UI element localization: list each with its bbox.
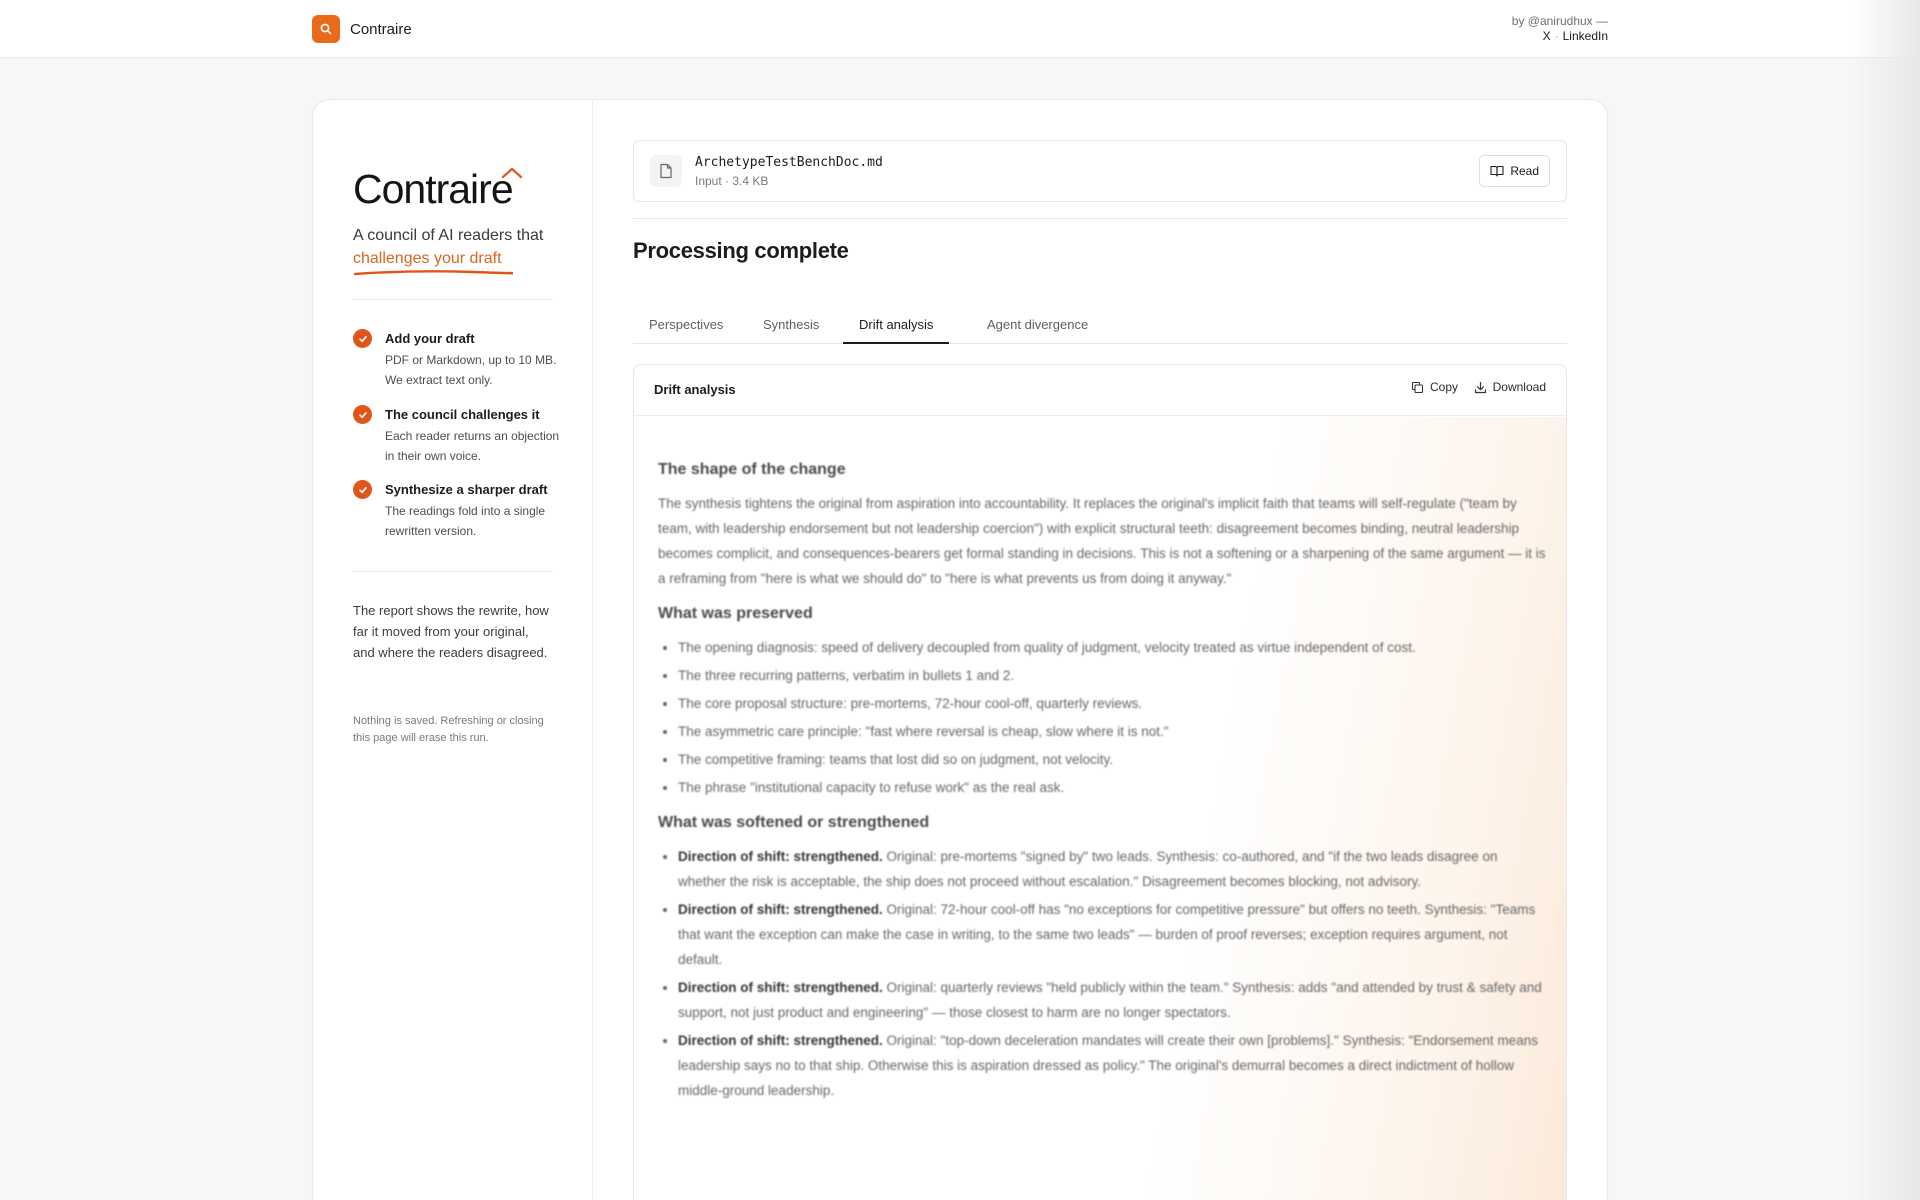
section-heading: What was softened or strengthened	[658, 814, 930, 831]
edge-fade	[1850, 0, 1920, 1200]
brand[interactable]	[312, 15, 412, 43]
caret-icon	[501, 166, 523, 180]
copy-icon	[1411, 381, 1424, 394]
step-desc: Each reader returns an objection in their own voice.	[385, 429, 560, 463]
shift-lead: Direction of shift: strengthened.	[678, 980, 883, 995]
shift-text: Original: quarterly reviews "held publicly within the team." Synthesis: adds "and attended by trust & safety and support, not just product and engineering" — those closest to harm are no longer spectators.	[678, 980, 1542, 1020]
check-icon	[353, 480, 372, 499]
file-meta: Input · 3.4 KB	[695, 174, 769, 188]
list-item: • The asymmetric care principle: "fast where reversal is cheap, slow where it is not."	[678, 719, 1546, 744]
report-note: The report shows the rewrite, how far it moved from your original, and where the readers disagreed.	[353, 603, 549, 660]
check-icon	[353, 329, 372, 348]
list-item: • The competitive framing: teams that lost did so on judgment, not velocity.	[678, 747, 1546, 772]
tagline-plain: A council of AI readers that	[353, 227, 544, 244]
logo	[353, 166, 513, 213]
panel-title: Drift analysis	[654, 382, 736, 397]
shift-text: Original: 72-hour cool-off has "no exceptions for competitive pressure" but offers no teeth. Synthesis: "Teams that want the exception can make the case in writing, to the same two leads" — burden of proof reverses; exception requires argument, not default.	[678, 902, 1536, 967]
top-bar	[0, 0, 1920, 58]
section-heading: The shape of the change	[658, 461, 846, 478]
list-item	[678, 844, 1546, 894]
list-item: • The opening diagnosis: speed of delivery decoupled from quality of judgment, velocity treated as virtue independent of cost.	[678, 635, 1546, 660]
x-link[interactable]: X	[1542, 29, 1551, 43]
logo-text: Contraire	[353, 166, 513, 212]
linkedin-link[interactable]: LinkedIn	[1562, 29, 1608, 43]
tagline	[353, 224, 563, 270]
link-separator: ·	[1554, 29, 1559, 43]
step-title: The council challenges it	[385, 407, 540, 422]
byline-author: by @anirudhux —	[1511, 14, 1608, 28]
step-add-draft	[353, 329, 563, 390]
download-label: Download	[1492, 380, 1546, 394]
copy-button[interactable]	[1411, 380, 1458, 394]
shift-lead: Direction of shift: strengthened.	[678, 902, 883, 917]
shift-lead: Direction of shift: strengthened.	[678, 849, 883, 864]
list-item: • The three recurring patterns, verbatim in bullets 1 and 2.	[678, 663, 1546, 688]
tab-agent-divergence[interactable]: Agent divergence	[987, 317, 1089, 332]
download-button[interactable]	[1474, 380, 1546, 394]
step-synthesize	[353, 480, 563, 541]
shifted-list	[658, 844, 1546, 1103]
step-title: Add your draft	[385, 331, 475, 346]
panel-header	[634, 365, 1566, 416]
list-item	[678, 975, 1546, 1025]
page-title: Processing complete	[633, 238, 849, 263]
sidebar-divider	[353, 299, 553, 300]
read-label: Read	[1510, 164, 1539, 178]
list-item: • The phrase "institutional capacity to refuse work" as the real ask.	[678, 775, 1546, 800]
shift-text: Original: "top-down deceleration mandates will create their own [problems]." Synthesis: "Endorsement means leadership says no to that ship. Otherwise this is aspiration dressed as policy." The original's demurral becomes a direct indictment of hollow middle-ground leadership.	[678, 1033, 1538, 1098]
check-icon	[353, 405, 372, 424]
shift-text: Original: pre-mortems "signed by" two leads. Synthesis: co-authored, and "if the two leads disagree on whether the risk is acceptable, the ship does not proceed without escalation." Disagreement becomes blocking, not advisory.	[678, 849, 1498, 889]
drift-report	[658, 451, 1546, 1117]
step-desc: PDF or Markdown, up to 10 MB. We extract text only.	[385, 353, 557, 387]
sidebar	[313, 100, 593, 1200]
drift-panel	[633, 364, 1567, 1200]
tagline-highlight: challenges your draft	[353, 250, 502, 267]
step-council	[353, 405, 563, 466]
content-divider	[633, 218, 1567, 219]
read-button[interactable]	[1479, 155, 1550, 187]
list-item	[678, 1028, 1546, 1103]
byline	[1512, 14, 1608, 44]
tab-drift-analysis[interactable]: Drift analysis	[843, 306, 949, 344]
step-title: Synthesize a sharper draft	[385, 482, 548, 497]
tab-perspectives[interactable]: Perspectives	[649, 317, 724, 332]
preserved-list	[658, 635, 1546, 800]
tab-bar	[633, 306, 1567, 344]
panel-body	[634, 417, 1566, 1200]
copy-label: Copy	[1429, 380, 1458, 394]
book-icon	[1490, 165, 1504, 177]
sidebar-divider	[353, 571, 553, 572]
file-name: ArchetypeTestBenchDoc.md	[695, 155, 883, 170]
section-paragraph: The synthesis tightens the original from aspiration into accountability. It replaces the original's implicit faith that teams will self-regulate ("team by team, with leadership endorsement but not leadership coercion") with explicit structural teeth: disagreement becomes binding, neutral leadership becomes complicit, and consequences-bearers get formal standing in decisions. This is not a softening or a sharpening of the same argument — it is a reframing from "here is what we should do" to "here is what prevents us from doing it anyway."	[658, 496, 1546, 586]
file-icon	[650, 155, 682, 187]
step-desc: The readings fold into a single rewritten version.	[385, 504, 546, 538]
brand-name: Contraire	[350, 20, 412, 38]
brand-logo-icon	[312, 15, 340, 43]
content	[633, 100, 1569, 1200]
download-icon	[1474, 381, 1487, 394]
privacy-note: Nothing is saved. Refreshing or closing this page will erase this run.	[353, 715, 544, 744]
main-card	[312, 99, 1608, 1200]
input-file-card	[633, 140, 1567, 202]
tab-synthesis[interactable]: Synthesis	[763, 317, 820, 332]
list-item	[678, 897, 1546, 972]
squiggle-underline	[353, 268, 513, 278]
shift-lead: Direction of shift: strengthened.	[678, 1033, 883, 1048]
list-item: • The core proposal structure: pre-mortems, 72-hour cool-off, quarterly reviews.	[678, 691, 1546, 716]
section-heading: What was preserved	[658, 605, 813, 622]
